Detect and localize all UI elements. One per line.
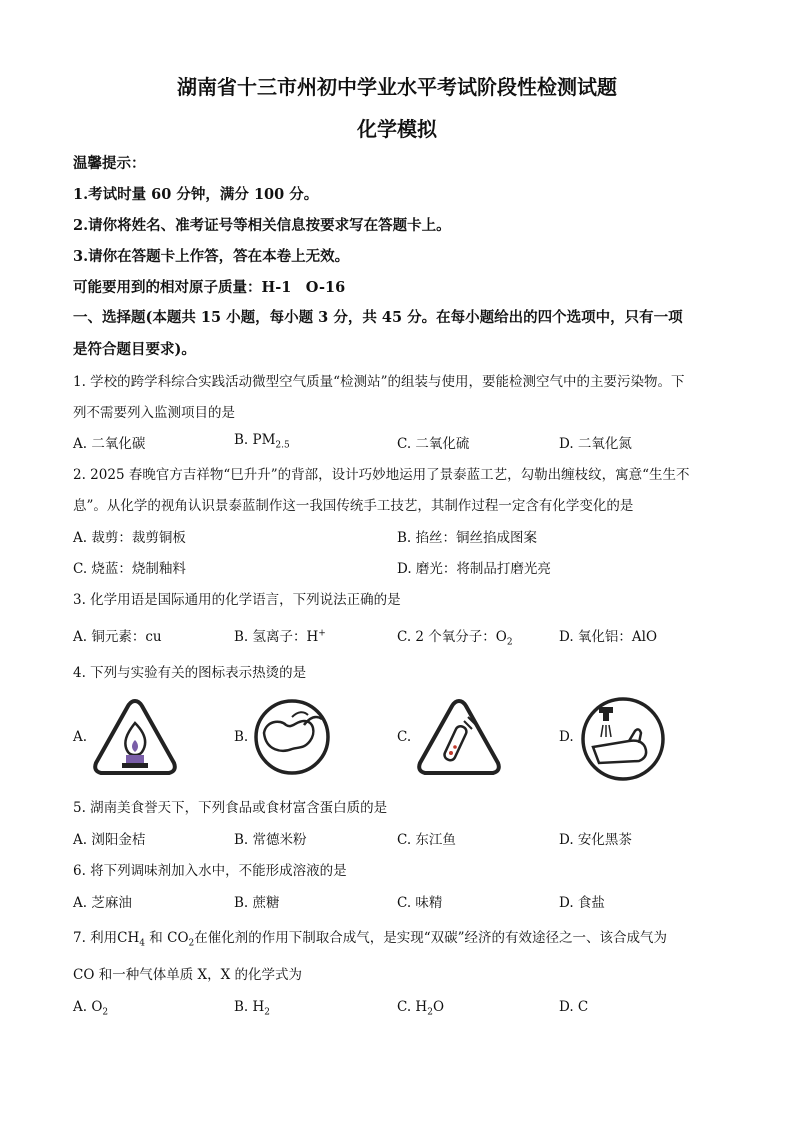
q1-option-b: B. $PM_{2.5}$ [234,432,290,451]
q3-option-b: B. 氢离子：H+ [234,628,326,645]
q1-option-a: A. 二氧化碳 [73,436,146,452]
atomic-masses: 可能要用到的相对原子质量：H-1 O-16 [73,279,346,296]
heating-flame-icon [90,695,180,780]
q5-option-a: A. 浏阳金桔 [73,832,146,848]
q7-option-c: C. $H_2O$ [397,999,445,1018]
q5-option-c: C. 东江鱼 [397,832,456,848]
q7-option-a: A. $O_2$ [73,999,109,1018]
section-heading-line1: 一、选择题(本题共 15 小题，每小题 3 分，共 45 分。在每小题给出的四个选项中，只有一项 [73,309,683,326]
tip-3: 3.请你在答题卡上作答，答在本卷上无效。 [73,248,350,265]
q5-option-b: B. 常德米粉 [234,832,307,848]
q6-stem: 6. 将下列调味剂加入水中，不能形成溶液的是 [73,863,347,879]
q3-option-d: D. 氧化铝：AlO [559,629,658,645]
tips-heading: 温馨提示： [73,155,146,172]
q3-option-a: A. 铜元素：cu [73,629,162,645]
q5-stem: 5. 湖南美食誉天下，下列食品或食材富含蛋白质的是 [73,800,388,816]
q2-stem-line2: 息”。从化学的视角认识景泰蓝制作这一我国传统手工技艺，其制作过程一定含有化学变化的是 [73,498,634,514]
q6-option-b: B. 蔗糖 [234,895,280,911]
section-heading-line2: 是符合题目要求)。 [73,341,196,358]
hot-object-icon [252,697,332,777]
q7-option-b: B. $H_2$ [234,999,271,1018]
q2-option-d: D. 磨光：将制品打磨光亮 [397,561,551,577]
q4-option-c-label: C. [397,729,412,745]
q4-stem: 4. 下列与实验有关的图标表示热烫的是 [73,665,307,681]
q4-option-b-label: B. [234,729,249,745]
page-title: 湖南省十三市州初中学业水平考试阶段性检测试题 [177,75,617,99]
q7-stem-line2: CO 和一种气体单质 X，X 的化学式为 [73,967,302,983]
tip-2: 2.请你将姓名、准考证号等相关信息按要求写在答题卡上。 [73,217,451,234]
q3-option-c: C. 2 个氧分子：$O_2$ [397,629,513,648]
q4-option-d-label: D. [559,729,574,745]
q1-stem-line1: 1. 学校的跨学科综合实践活动微型空气质量“检测站”的组装与使用，要能检测空气中的主要污染物。下 [73,374,685,390]
q5-option-d: D. 安化黑茶 [559,832,632,848]
q1-option-c: C. 二氧化硫 [397,436,470,452]
q2-option-c: C. 烧蓝：烧制釉料 [73,561,186,577]
tip-1: 1.考试时量 60 分钟，满分 100 分。 [73,186,319,203]
q6-option-c: C. 味精 [397,895,443,911]
q3-stem: 3. 化学用语是国际通用的化学语言，下列说法正确的是 [73,592,401,608]
page-subtitle: 化学模拟 [357,117,437,141]
q2-option-b: B. 掐丝：铜丝掐成图案 [397,530,538,546]
hand-wash-icon [579,695,667,783]
q6-option-a: A. 芝麻油 [73,895,132,911]
q7-stem-line1: 7. 利用$CH_4$ 和 $CO_2$在催化剂的作用下制取合成气，是实现“双碳”经济的有效途径之一、该合成气为 [73,930,668,949]
q1-stem-line2: 列不需要列入监测项目的是 [73,405,235,421]
q1-option-d: D. 二氧化氮 [559,436,632,452]
q6-option-d: D. 食盐 [559,895,605,911]
q4-option-a-label: A. [73,729,88,745]
q2-option-a: A. 裁剪：裁剪铜板 [73,530,186,546]
test-tube-warning-icon [414,695,504,780]
q2-stem-line1: 2. 2025 春晚官方吉祥物“巳升升”的背部，设计巧妙地运用了景泰蓝工艺，勾勒出缠枝纹，寓意“生生不 [73,467,690,483]
q7-option-d: D. C [559,999,589,1015]
